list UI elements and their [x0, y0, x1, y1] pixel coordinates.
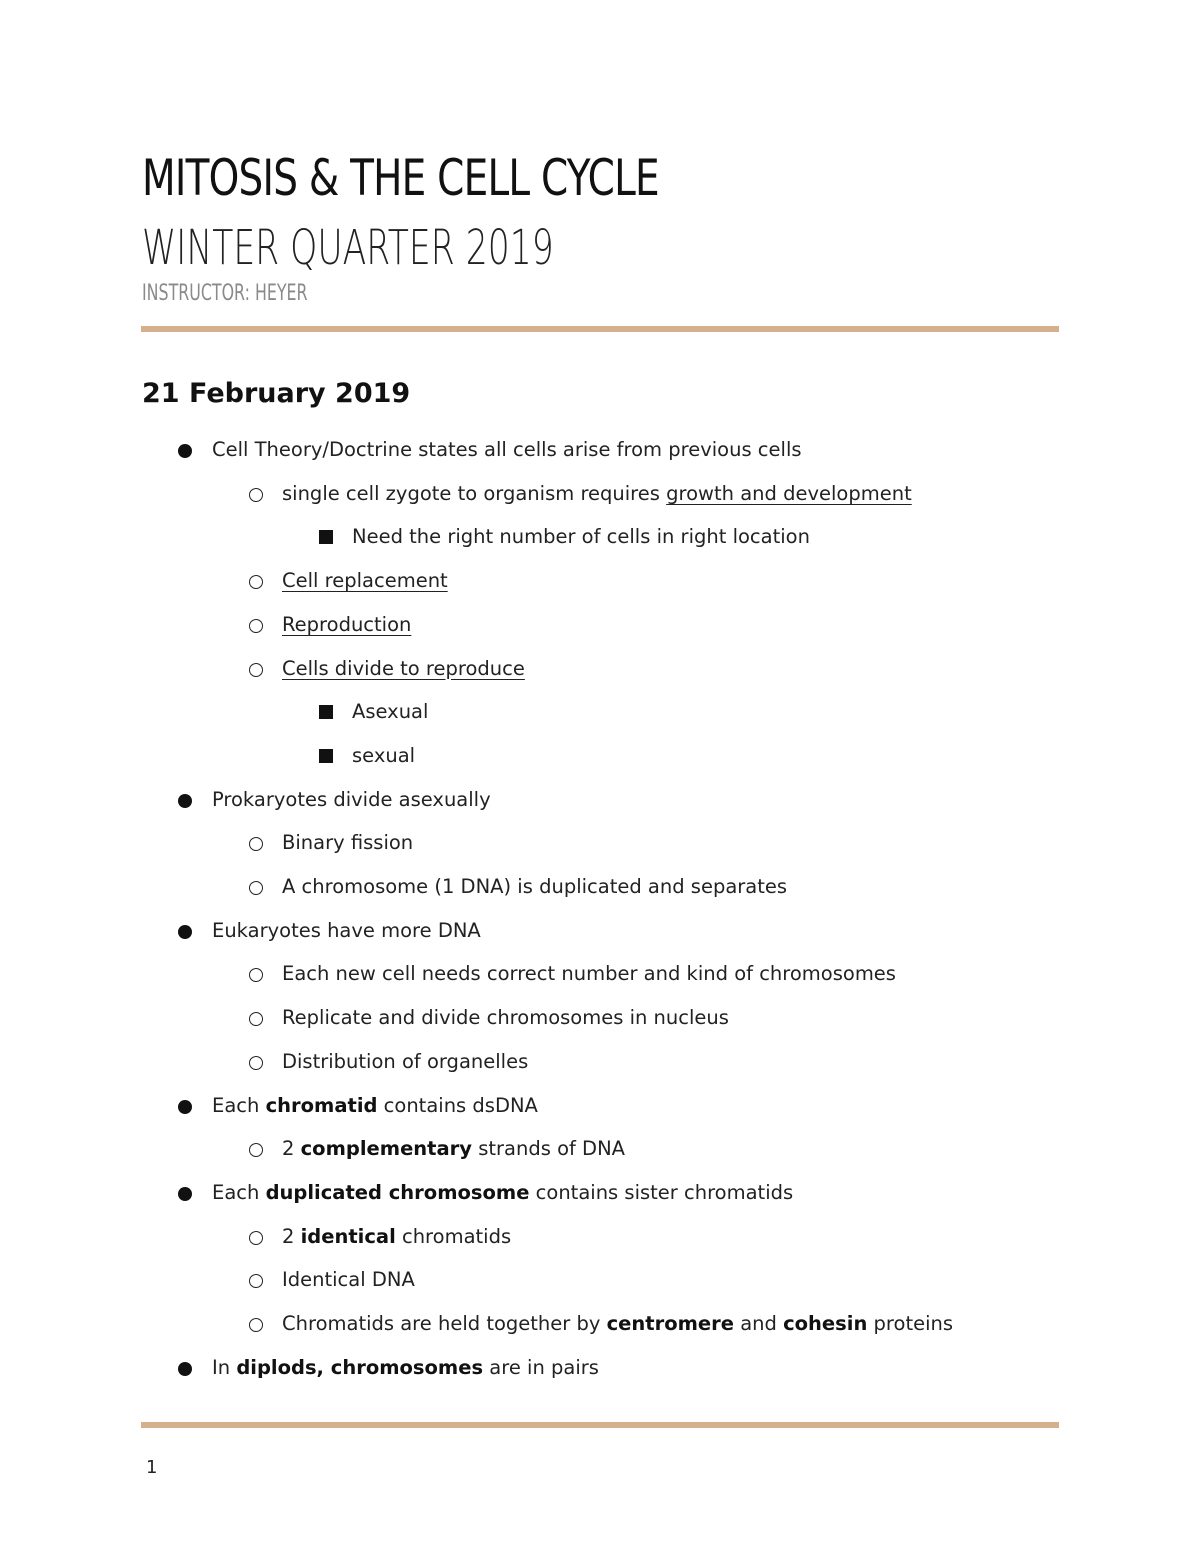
- circle-bullet-icon: [249, 1012, 263, 1026]
- square-bullet-icon: [319, 749, 333, 763]
- disc-bullet-icon: [178, 794, 192, 808]
- list-item: [0, 778, 1200, 822]
- text-run: Distribution of organelles: [282, 1049, 529, 1073]
- list-item: [0, 472, 1200, 516]
- bold-term: duplicated chromosome: [265, 1180, 530, 1204]
- list-item-text: [282, 821, 413, 865]
- text-run: 2: [282, 1224, 301, 1248]
- bold-term: cohesin: [783, 1312, 868, 1335]
- list-item: [0, 603, 1200, 647]
- list-item-text: [212, 1171, 793, 1215]
- list-item: [0, 1346, 1200, 1390]
- circle-bullet-icon: [249, 837, 263, 851]
- text-run: single cell zygote to organism requires: [282, 481, 667, 505]
- text-run: In: [212, 1355, 237, 1379]
- text-run: strands of DNA: [472, 1137, 626, 1161]
- list-item-text: [212, 778, 491, 822]
- section-date-heading: 21 February 2019: [142, 378, 411, 409]
- disc-bullet-icon: [178, 925, 192, 939]
- underlined-text: growth and development: [666, 481, 912, 505]
- disc-bullet-icon: [178, 1187, 192, 1201]
- list-item-text: [212, 1346, 599, 1390]
- text-run: Each new cell needs correct number and kind of chromosomes: [282, 962, 896, 986]
- list-item-text: [282, 1127, 625, 1171]
- list-item: [0, 952, 1200, 996]
- list-item-text: [282, 559, 448, 603]
- list-item: [0, 647, 1200, 691]
- list-item: [0, 515, 1200, 559]
- list-item-text: [282, 952, 896, 996]
- text-run: Binary fission: [282, 831, 414, 855]
- page-number: 1: [146, 1457, 158, 1478]
- text-run: Identical DNA: [282, 1268, 415, 1292]
- list-item-text: [352, 734, 415, 778]
- instructor-label: INSTRUCTOR: HEYER: [142, 281, 308, 306]
- circle-bullet-icon: [249, 1231, 263, 1245]
- text-run: and: [734, 1312, 784, 1335]
- bold-term: complementary: [300, 1137, 472, 1161]
- underlined-text: Cells divide to reproduce: [282, 656, 525, 680]
- text-run: are in pairs: [483, 1355, 599, 1379]
- text-run: Asexual: [352, 700, 429, 724]
- text-run: Each: [212, 1093, 266, 1117]
- text-run: Need the right number of cells in right location: [352, 525, 810, 549]
- list-item: [0, 1215, 1200, 1259]
- circle-bullet-icon: [249, 968, 263, 982]
- list-item: [0, 1302, 1200, 1346]
- bold-term: identical: [300, 1224, 396, 1248]
- list-item-text: [282, 1258, 415, 1302]
- text-run: proteins: [867, 1312, 954, 1335]
- circle-bullet-icon: [249, 1056, 263, 1070]
- square-bullet-icon: [319, 705, 333, 719]
- square-bullet-icon: [319, 530, 333, 544]
- disc-bullet-icon: [178, 444, 192, 458]
- list-item: [0, 1040, 1200, 1084]
- underlined-text: Cell replacement: [282, 569, 448, 593]
- bold-term: diplods, chromosomes: [236, 1355, 484, 1379]
- list-item: [0, 428, 1200, 472]
- text-run: A chromosome (1 DNA) is duplicated and separates: [282, 875, 788, 898]
- underlined-text: Reproduction: [282, 612, 412, 636]
- text-run: contains sister chromatids: [529, 1180, 794, 1204]
- circle-bullet-icon: [249, 1143, 263, 1157]
- circle-bullet-icon: [249, 1274, 263, 1288]
- list-item: [0, 1084, 1200, 1128]
- text-run: sexual: [352, 743, 416, 767]
- text-run: Chromatids are held together by: [282, 1312, 607, 1335]
- list-item-text: [282, 1215, 511, 1259]
- list-item-text: [352, 690, 428, 734]
- list-item: [0, 821, 1200, 865]
- footer-divider: [141, 1422, 1059, 1428]
- text-run: Cell Theory/Doctrine states all cells arise from previous cells: [212, 438, 802, 461]
- list-item-text: [212, 1084, 538, 1128]
- text-run: Each: [212, 1180, 266, 1204]
- header-divider: [141, 326, 1059, 332]
- circle-bullet-icon: [249, 1318, 263, 1332]
- list-item-text: [212, 428, 802, 472]
- circle-bullet-icon: [249, 881, 263, 895]
- circle-bullet-icon: [249, 619, 263, 633]
- list-item-text: [282, 647, 525, 691]
- text-run: 2: [282, 1137, 301, 1161]
- list-item: [0, 1171, 1200, 1215]
- circle-bullet-icon: [249, 488, 263, 502]
- text-run: Replicate and divide chromosomes in nucleus: [282, 1006, 729, 1030]
- text-run: contains dsDNA: [377, 1093, 538, 1117]
- bold-term: chromatid: [265, 1093, 378, 1117]
- list-item: [0, 865, 1200, 909]
- list-item-text: [282, 472, 912, 516]
- text-run: chromatids: [395, 1224, 512, 1248]
- list-item: [0, 1258, 1200, 1302]
- circle-bullet-icon: [249, 575, 263, 589]
- list-item: [0, 559, 1200, 603]
- circle-bullet-icon: [249, 663, 263, 677]
- list-item-text: [282, 1040, 528, 1084]
- list-item: [0, 690, 1200, 734]
- document-subtitle: WINTER QUARTER 2019: [142, 220, 554, 276]
- list-item: [0, 909, 1200, 953]
- document-title: MITOSIS & THE CELL CYCLE: [142, 149, 659, 207]
- list-item-text: [352, 515, 810, 559]
- disc-bullet-icon: [178, 1100, 192, 1114]
- list-item-text: [282, 1302, 953, 1346]
- list-item-text: [212, 909, 481, 953]
- list-item: [0, 996, 1200, 1040]
- list-item: [0, 734, 1200, 778]
- text-run: Prokaryotes divide asexually: [212, 787, 491, 811]
- list-item-text: [282, 996, 729, 1040]
- list-item-text: [282, 865, 787, 909]
- disc-bullet-icon: [178, 1362, 192, 1376]
- text-run: Eukaryotes have more DNA: [212, 918, 481, 942]
- list-item-text: [282, 603, 411, 647]
- list-item: [0, 1127, 1200, 1171]
- bold-term: centromere: [606, 1312, 734, 1335]
